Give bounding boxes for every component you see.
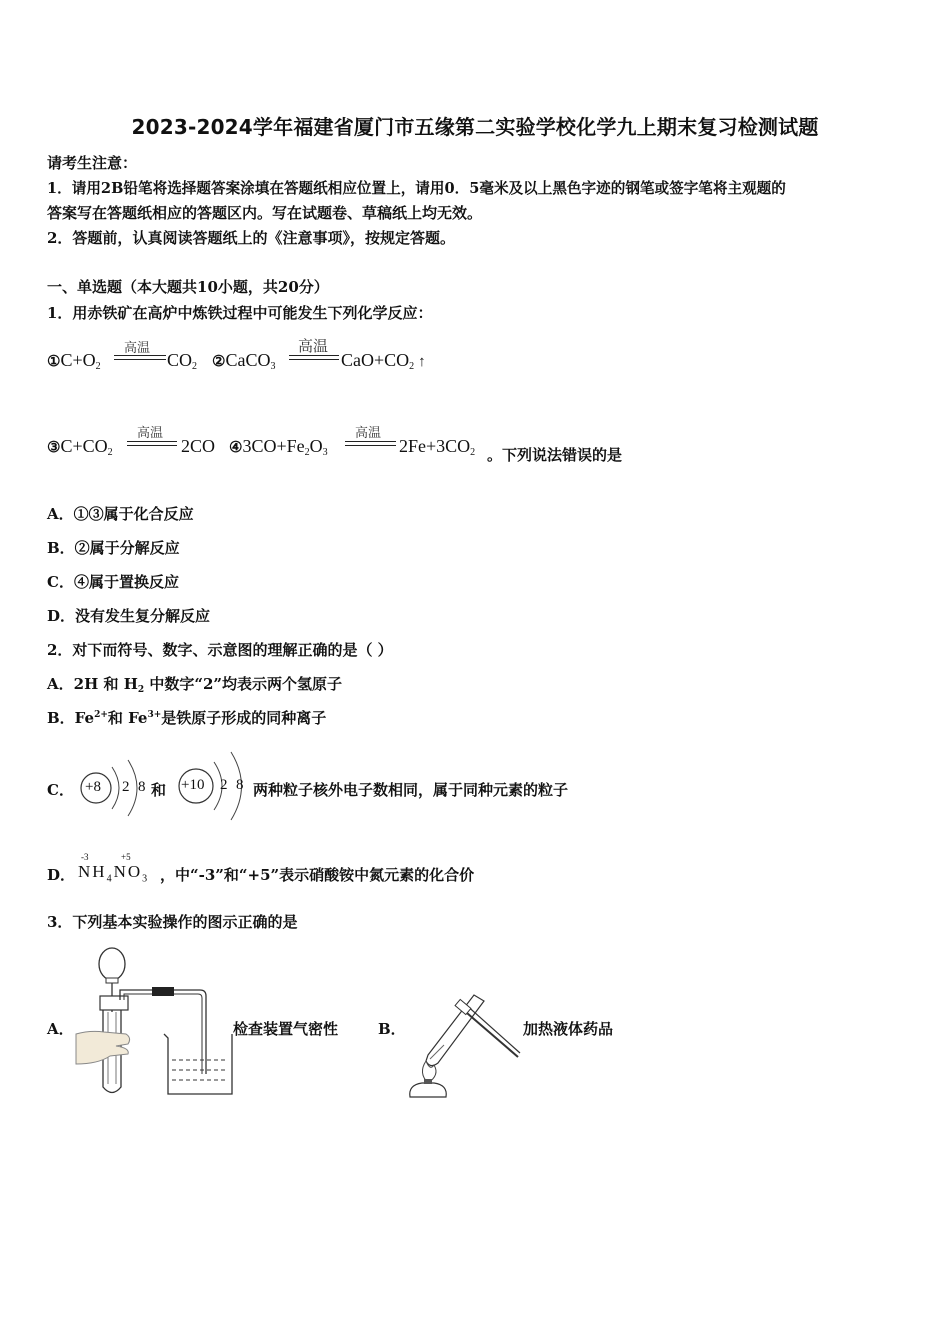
q2-option-d-label[interactable]: D．: [47, 866, 76, 884]
atom-1-shell-2: 8: [138, 779, 146, 795]
q1-option-d[interactable]: D．没有发生复分解反应: [47, 607, 211, 625]
q2-stem: 2．对下而符号、数字、示意图的理解正确的是（ ）: [47, 641, 393, 659]
reaction-2-condition: 高温: [298, 339, 329, 355]
reaction-2: ②CaCO$_3$: [212, 350, 276, 372]
atom-1-shell-1: 2: [122, 779, 130, 795]
valence-plus-5: +5: [121, 852, 131, 862]
heating-liquid-illustration: [400, 985, 530, 1100]
reaction-3-number: ③: [47, 438, 61, 456]
valence-minus-3: -3: [81, 852, 89, 862]
atom-2-nucleus: +10: [181, 777, 205, 793]
reaction-3-condition: 高温: [137, 425, 164, 440]
reaction-1-number: ①: [47, 352, 61, 370]
reaction-4: $④3CO+Fe_2O_3$: [229, 436, 328, 458]
reaction-3-equals: [127, 441, 177, 446]
section-heading: 一、单选题（本大题共10小题，共20分）: [47, 278, 329, 296]
reaction-3: $③C+CO_2$: [47, 436, 113, 458]
reaction-1-condition: 高温: [124, 340, 151, 355]
reaction-2-equals: [289, 355, 339, 360]
q1-option-a[interactable]: A．①③属于化合反应: [47, 505, 194, 523]
q2-option-a[interactable]: A．2H 和 $H_2$ 中数字“2”均表示两个氢原子: [47, 675, 343, 695]
airtightness-check-illustration: [70, 942, 240, 1102]
notice-line-1: 1．请用2B铅笔将选择题答案涂填在答题纸相应位置上，请用0．5毫米及以上黑色字迹的钢笔或签字笔将主观题的: [47, 180, 786, 197]
reaction-3-product: 2CO: [181, 436, 216, 456]
notice-heading: 请考生注意：: [47, 154, 138, 172]
q2-option-b[interactable]: B．$Fe^{2+}$和 $Fe^{3+}$是铁原子形成的同种离子: [47, 709, 327, 727]
q2-option-c-text: 两种粒子核外电子数相同，属于同种元素的粒子: [253, 781, 569, 799]
q3-stem: 3．下列基本实验操作的图示正确的是: [47, 913, 298, 931]
gas-arrow: ↑: [418, 354, 426, 370]
q3-option-a-caption: 检查装置气密性: [233, 1020, 339, 1038]
q1-stem: 1．用赤铁矿在高炉中炼铁过程中可能发生下列化学反应：: [47, 304, 433, 322]
q3-option-b-caption: 加热液体药品: [523, 1020, 614, 1038]
reaction-4-number: ④: [229, 438, 243, 456]
q1-option-c[interactable]: C．④属于置换反应: [47, 573, 179, 591]
q1-option-b[interactable]: B．②属于分解反应: [47, 539, 180, 557]
notice-line-2: 2．答题前，认真阅读答题纸上的《注意事项》，按规定答题。: [47, 229, 455, 247]
reaction-1-equals: [114, 355, 166, 360]
reaction-2-product: $CaO+CO_2$ ↑: [341, 350, 426, 372]
q3-option-b-label[interactable]: B．: [378, 1020, 406, 1038]
reaction-4-product: $2Fe+3CO_2$: [399, 436, 476, 458]
q2-option-c-conj: 和: [151, 781, 167, 799]
reaction-1-product: $CO_2$: [167, 350, 198, 372]
reaction-1: $①C+O_2$: [47, 350, 101, 372]
ammonium-nitrate-formula: $NH_4NO_3$: [78, 862, 150, 885]
notice-line-1b: 答案写在答题纸相应的答题区内。写在试题卷、草稿纸上均无效。: [47, 204, 483, 222]
atom-2-shell-1: 2: [220, 777, 228, 793]
atom-2-shell-2: 8: [236, 777, 244, 793]
atom-1-nucleus: +8: [85, 779, 101, 795]
q3-option-a-label[interactable]: A．: [47, 1020, 74, 1038]
reaction-4-equals: [345, 441, 396, 446]
q1-tail: 。下列说法错误的是: [487, 446, 623, 464]
reaction-4-condition: 高温: [355, 425, 382, 440]
page-title: 2023-2024学年福建省厦门市五缘第二实验学校化学九上期末复习检测试题: [131, 115, 819, 139]
q2-option-d-text: ，中“-3”和“+5”表示硝酸铵中氮元素的化合价: [160, 866, 475, 884]
reaction-2-number: ②: [212, 352, 226, 370]
q2-option-c-label[interactable]: C．: [47, 781, 74, 799]
